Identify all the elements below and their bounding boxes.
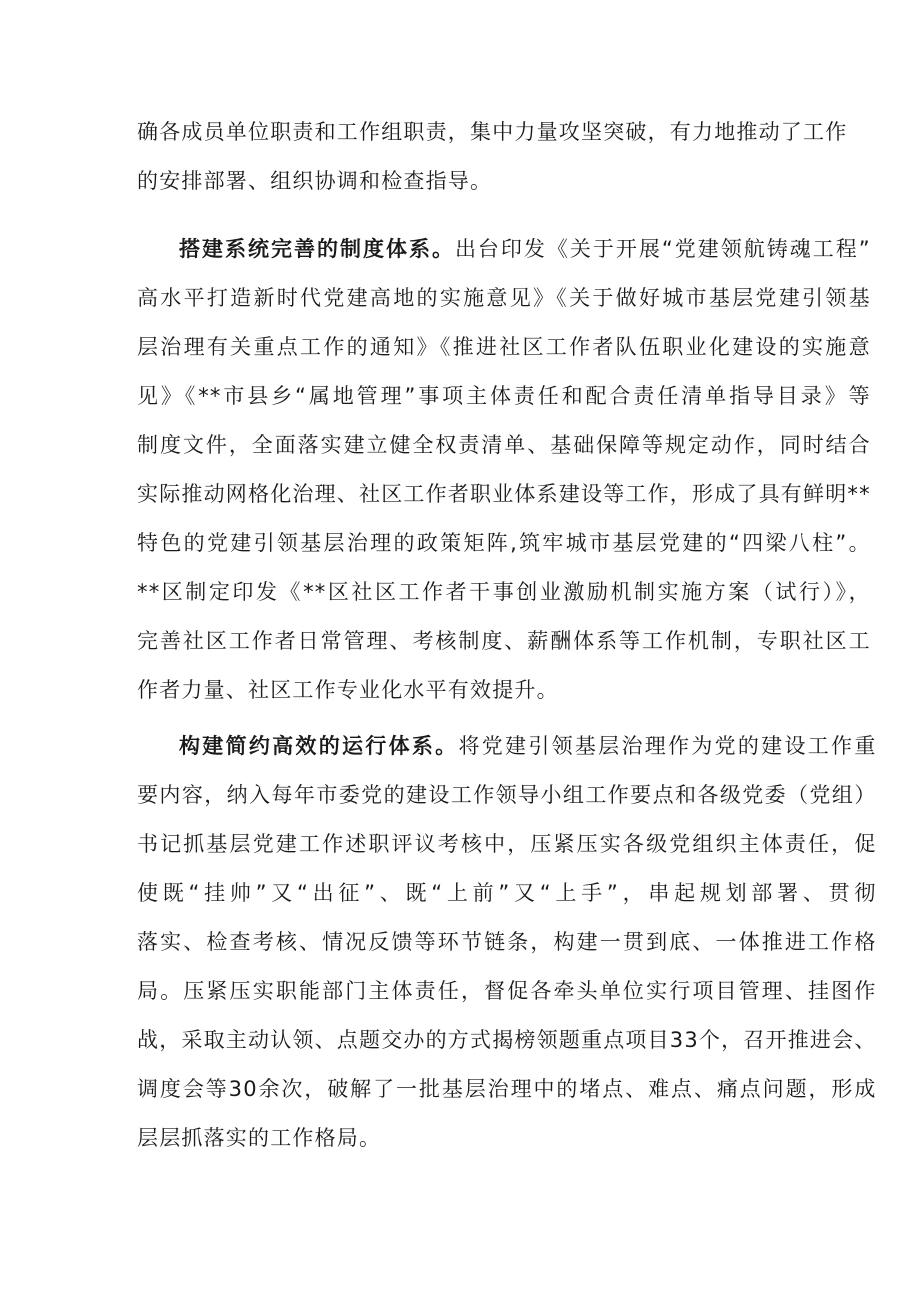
- text-line: 战，采取主动认领、点题交办的方式揭榜领题重点项目33个，召开推进会、: [137, 1028, 877, 1052]
- text-line: 特色的党建引领基层治理的政策矩阵,筑牢城市基层党建的“四梁八柱”。: [137, 531, 871, 555]
- text-run: 出台印发《关于开展“党建领航铸魂工程”: [454, 237, 871, 261]
- text-line: 调度会等30余次，破解了一批基层治理中的堵点、难点、痛点问题，形成: [137, 1077, 877, 1101]
- paragraph-first-line: [137, 722, 877, 771]
- text-line: 确各成员单位职责和工作组职责，集中力量攻坚突破，有力地推动了工作: [137, 120, 848, 144]
- text-line: 局。压紧压实职能部门主体责任，督促各牵头单位实行项目管理、挂图作: [137, 979, 877, 1003]
- text-line: 作者力量、社区工作专业化水平有效提升。: [137, 678, 559, 702]
- text-line: 层治理有关重点工作的通知》《推进社区工作者队伍职业化建设的实施意: [137, 335, 871, 359]
- text-line: 高水平打造新时代党建高地的实施意见》《关于做好城市基层党建引领基: [137, 286, 871, 310]
- text-line: 的安排部署、组织协调和检查指导。: [137, 169, 493, 193]
- section-heading: 构建简约高效的运行体系。: [179, 734, 459, 758]
- text-line: 要内容，纳入每年市委党的建设工作领导小组工作要点和各级党委（党组）: [137, 783, 877, 807]
- paragraph-3: [137, 722, 877, 1163]
- text-line: 使既“挂帅”又“出征”、既“上前”又“上手”，串起规划部署、贯彻: [137, 881, 877, 905]
- paragraph-first-line: [137, 225, 871, 274]
- text-line: **区制定印发《**区社区工作者干事创业激励机制实施方案（试行）》，: [137, 580, 871, 604]
- text-line: 完善社区工作者日常管理、考核制度、薪酬体系等工作机制，专职社区工: [137, 629, 871, 653]
- paragraph-2: [137, 225, 871, 715]
- text-line: 书记抓基层党建工作述职评议考核中，压紧压实各级党组织主体责任，促: [137, 832, 877, 856]
- paragraph-1: [137, 108, 847, 206]
- text-line: 落实、检查考核、情况反馈等环节链条，构建一贯到底、一体推进工作格: [137, 930, 877, 954]
- text-run: 将党建引领基层治理作为党的建设工作重: [458, 734, 877, 758]
- section-heading: 搭建系统完善的制度体系。: [179, 237, 455, 261]
- text-line: 制度文件，全面落实建立健全权责清单、基础保障等规定动作，同时结合: [137, 433, 871, 457]
- text-line: 层层抓落实的工作格局。: [137, 1126, 382, 1150]
- text-line: 见》《**市县乡“属地管理”事项主体责任和配合责任清单指导目录》等: [137, 384, 871, 408]
- text-line: 实际推动网格化治理、社区工作者职业体系建设等工作，形成了具有鲜明**: [137, 482, 871, 506]
